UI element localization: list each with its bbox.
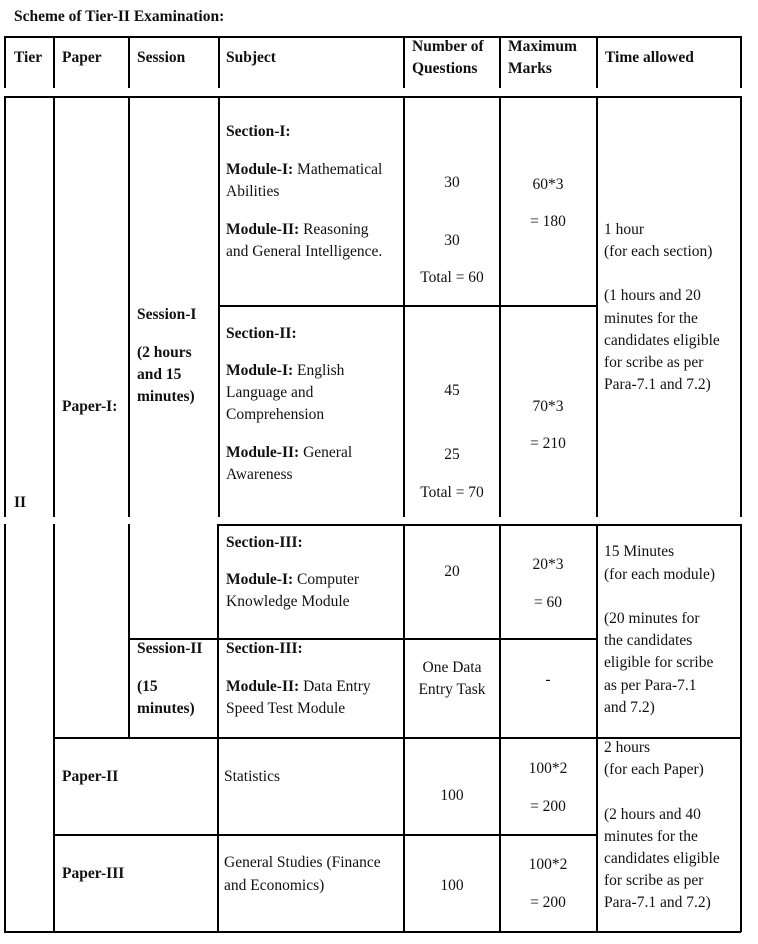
divider xyxy=(53,524,55,932)
tier-value: II xyxy=(14,494,27,511)
divider xyxy=(217,524,219,932)
divider xyxy=(53,96,55,517)
time-allowed: for scribe as per xyxy=(604,354,704,371)
marks-value: 60*3 xyxy=(532,176,564,193)
marks-value: 20*3 xyxy=(532,556,564,573)
section-1-heading: Section-I: xyxy=(226,123,291,140)
module-reasoning: Module-II: Reasoning xyxy=(226,221,369,238)
divider xyxy=(740,96,742,517)
header-marks: Maximum xyxy=(508,38,577,55)
divider xyxy=(403,36,405,88)
paper-3-label: Paper-III xyxy=(62,865,125,882)
divider xyxy=(740,524,742,932)
time-allowed: (for each section) xyxy=(604,243,713,260)
divider xyxy=(596,36,598,88)
divider xyxy=(218,96,220,517)
divider xyxy=(4,36,6,88)
divider xyxy=(596,524,598,932)
time-allowed: (20 minutes for xyxy=(604,610,700,627)
time-allowed: candidates eligible xyxy=(604,332,720,349)
time-allowed: as per Para-7.1 xyxy=(604,677,697,694)
divider xyxy=(53,36,55,88)
divider xyxy=(403,524,405,932)
questions-value: 100 xyxy=(440,877,464,894)
section-3-heading: Section-III: xyxy=(226,640,303,657)
divider xyxy=(128,524,130,737)
divider xyxy=(499,36,501,88)
header-paper: Paper xyxy=(62,49,102,66)
paper-1-label: Paper-I: xyxy=(62,398,118,415)
header-questions: Questions xyxy=(412,60,478,77)
module-math: Module-I: Mathematical xyxy=(226,161,383,178)
time-allowed: minutes for the xyxy=(604,310,698,327)
divider xyxy=(218,305,597,307)
module-data-entry: Speed Test Module xyxy=(226,700,346,717)
session-2-label: Session-II xyxy=(137,640,203,657)
time-allowed: the candidates xyxy=(604,632,693,649)
session-2-duration: (15 xyxy=(137,678,158,695)
header-time: Time allowed xyxy=(605,49,694,66)
paper-2-label: Paper-II xyxy=(62,768,119,785)
time-allowed: (for each module) xyxy=(604,566,716,583)
marks-value: = 210 xyxy=(530,435,566,452)
header-marks: Marks xyxy=(508,60,552,77)
time-allowed: and 7.2) xyxy=(604,699,655,716)
questions-total: Total = 70 xyxy=(420,484,484,501)
time-allowed: Para-7.1 and 7.2) xyxy=(604,894,711,911)
time-allowed: (2 hours and 40 xyxy=(604,806,701,823)
session-1-duration: and 15 xyxy=(137,366,182,383)
module-awareness: Module-II: General xyxy=(226,444,353,461)
module-awareness: Awareness xyxy=(226,466,293,483)
paper-3-subject: General Studies (Finance xyxy=(224,854,381,871)
divider xyxy=(4,931,741,933)
questions-value: 30 xyxy=(444,232,460,249)
divider xyxy=(740,36,742,88)
module-reasoning: and General Intelligence. xyxy=(226,243,383,260)
divider xyxy=(4,36,741,38)
questions-value: 20 xyxy=(444,563,460,580)
section-3-heading: Section-III: xyxy=(226,534,303,551)
header-subject: Subject xyxy=(226,49,276,66)
divider xyxy=(218,524,741,526)
divider xyxy=(218,36,220,88)
session-1-duration: (2 hours xyxy=(137,344,192,361)
questions-value: One Data xyxy=(422,659,482,676)
marks-value: = 200 xyxy=(530,894,566,911)
header-session: Session xyxy=(137,49,186,66)
session-2-duration: minutes) xyxy=(137,700,195,717)
divider xyxy=(4,524,6,932)
divider xyxy=(128,36,130,88)
module-computer: Knowledge Module xyxy=(226,593,350,610)
divider xyxy=(4,96,741,98)
questions-value: 25 xyxy=(444,446,460,463)
divider xyxy=(128,96,130,517)
divider xyxy=(596,96,598,517)
session-1-duration: minutes) xyxy=(137,388,195,405)
questions-value: Entry Task xyxy=(418,681,486,698)
time-allowed: 1 hour xyxy=(604,221,645,238)
divider xyxy=(4,96,6,517)
time-allowed: minutes for the xyxy=(604,828,698,845)
marks-value: 100*2 xyxy=(528,760,568,777)
marks-value: = 200 xyxy=(530,798,566,815)
questions-value: 100 xyxy=(440,787,464,804)
time-allowed: Para-7.1 and 7.2) xyxy=(604,376,711,393)
module-data-entry: Module-II: Data Entry xyxy=(226,678,371,695)
questions-value: 30 xyxy=(444,174,460,191)
marks-value: 70*3 xyxy=(532,398,564,415)
marks-value: - xyxy=(545,671,551,688)
paper-3-subject: and Economics) xyxy=(224,877,325,894)
time-allowed: 15 Minutes xyxy=(604,543,675,560)
page-title: Scheme of Tier-II Examination: xyxy=(14,8,225,25)
marks-value: 100*2 xyxy=(528,856,568,873)
header-questions: Number of xyxy=(412,38,484,55)
section-2-heading: Section-II: xyxy=(226,325,297,342)
time-allowed: eligible for scribe xyxy=(604,654,714,671)
time-allowed: candidates eligible xyxy=(604,850,720,867)
module-math: Abilities xyxy=(226,183,280,200)
divider xyxy=(53,834,597,836)
paper-2-subject: Statistics xyxy=(224,768,280,785)
header-tier: Tier xyxy=(14,49,43,66)
module-computer: Module-I: Computer xyxy=(226,571,360,588)
marks-value: = 180 xyxy=(530,213,566,230)
session-1-label: Session-I xyxy=(137,306,197,323)
module-english: Language and xyxy=(226,384,314,401)
module-english: Comprehension xyxy=(226,406,325,423)
module-english: Module-I: English xyxy=(226,362,345,379)
questions-value: 45 xyxy=(444,382,460,399)
questions-total: Total = 60 xyxy=(420,269,484,286)
time-allowed: (1 hours and 20 xyxy=(604,287,701,304)
time-allowed: for scribe as per xyxy=(604,872,704,889)
time-allowed: 2 hours xyxy=(604,739,651,756)
marks-value: = 60 xyxy=(533,594,563,611)
time-allowed: (for each Paper) xyxy=(604,761,704,778)
